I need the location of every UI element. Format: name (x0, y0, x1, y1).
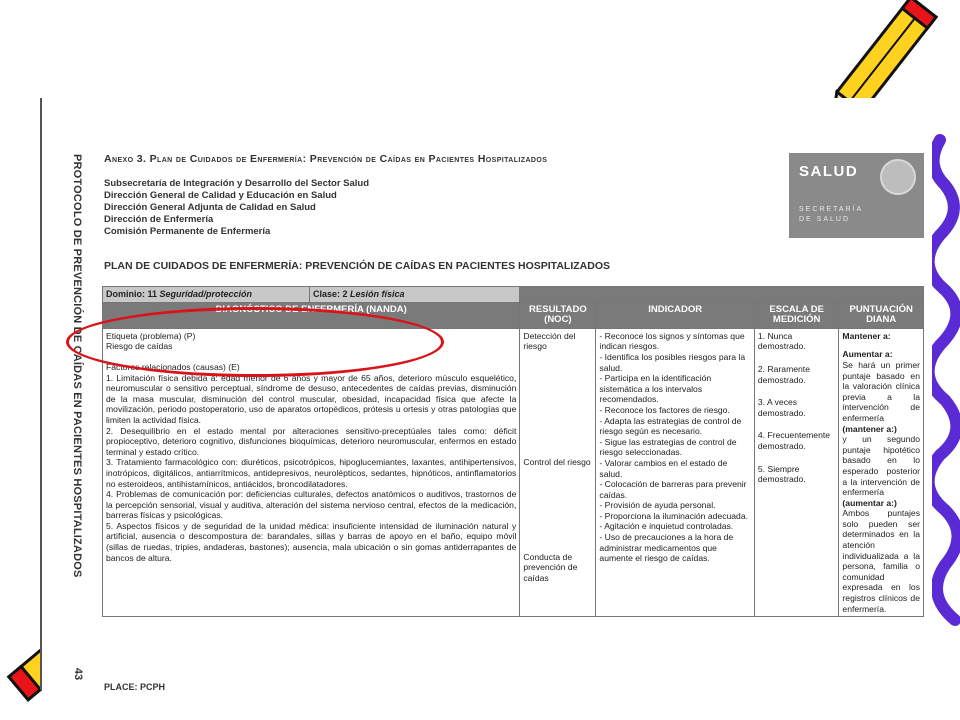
org-line: Dirección General Adjunta de Calidad en Salud (104, 202, 316, 213)
header-indicator: INDICADOR (596, 302, 754, 328)
logo-title: SALUD (799, 163, 859, 180)
org-line: Dirección General de Calidad y Educación en Salud (104, 190, 337, 201)
plan-title: PLAN DE CUIDADOS DE ENFERMERÍA: PREVENCIÓN DE CAÍDAS EN PACIENTES HOSPITALIZADOS (104, 260, 610, 272)
salud-logo (789, 153, 924, 238)
result-cell: Detección del riesgo Control del riesgo Conducta de prevención de caídas (520, 328, 596, 616)
seal-icon (880, 159, 916, 195)
side-title: PROTOCOLO DE PREVENCIÓN DE CAÍDAS EN PACIENTES HOSPITALIZADOS (71, 154, 83, 578)
page-number: 43 (72, 667, 85, 681)
org-line: Subsecretaría de Integración y Desarrollo del Sector Salud (104, 178, 370, 189)
scale-cell: 1. Nunca demostrado. 2. Raramente demostrado. 3. A veces demostrado. 4. Frecuentemente demostrado. 5. Siempre demostrado. (754, 328, 839, 616)
diagnosis-cell: Etiqueta (problema) (P) Riesgo de caídas Factores relacionados (causas) (E) 1. Limitación física debida a: edad menor de 6 años y mayor de 65 años, deterioro músculo esquelético, neuromuscular o sensitivo perceptual, síndrome de desuso, antecedentes de caídas previas, disminución de la masa muscular, disminución del control muscular, obesidad, incapacidad física que afecte la movilización, periodo postoperatorio, uso de aparatos ortopédicos, prótesis u ortesis y otras patologías que limiten la actividad física. 2. Desequilibrio en el estado mental por alteraciones sensitivo-preceptúales tales como: déficit propioceptivo, deterioro cognitivo, disfunciones bioquímicas, deterioro neuromuscular, enfermos en estado terminal y estado crítico. 3. Tratamiento farmacológico con: diuréticos, psicotrópicos, hipoglucemiantes, laxantes, antihipertensivos, inotrópicos, digitálicos, antiarrítmicos, antidepresivos, neurolépticos, sedantes, hipnóticos, antinflamatorios no esteroideos, antihistamínicos, antiácidos, broncodilatadores. 4. Problemas de comunicación por: deficiencias culturales, defectos anatómicos o auditivos, trastornos de la percepción sensorial, visual y auditiva, alteración del sistema nervioso central, efectos de la medicación, barreras físicas y psicológicas. 5. Aspectos físicos y de seguridad de la unidad médica: insuficiente intensidad de iluminación natural y artificial, ausencia o descompostura de: barandales, sillas y barras de apoyo en el baño, equipo móvil (sillas de ruedas, tripies, andaderas, bastones); ausencia, mala ubicación o sin gomas antiderrapantes de bancos de altura. (103, 328, 520, 616)
organization-block (104, 178, 369, 238)
header-scale: ESCALA DE MEDICIÓN (754, 302, 839, 328)
class-cell: Clase: 2 Lesión física (313, 289, 405, 299)
red-annotation-ellipse (66, 307, 444, 377)
score-cell: Mantener a: Aumentar a: Se hará un primer puntaje basado en la valoración clínica previa a la intervención de enfermería (mantener a:) y un segundo puntaje hipotético basado en lo esperado posterior a la intervención de enfermería (aumentar a:) Ambos puntajes solo pueden ser determinados en la atención individualizada a la persona, familia o comunidad expresada en los registros clínicos de enfermería. (839, 328, 924, 616)
org-line: Comisión Permanente de Enfermería (104, 226, 271, 237)
org-line: Dirección de Enfermería (104, 214, 214, 225)
header-result: RESULTADO (NOC) (520, 302, 596, 328)
indicator-cell: - Reconoce los signos y síntomas que indican riesgos. - Identifica los posibles riesgos para la salud. - Participa en la identificación sistemática a los intervalos recomendados. - Reconoce los factores de riesgo. - Adapta las estrategias de control de riesgo según es necesario. - Sigue las estrategias de control de riesgo seleccionadas. - Valorar cambios en el estado de salud. - Colocación de barreras para prevenir caídas. - Provisión de ayuda personal. - Proporciona la iluminación adecuada. - Agitación e inquietud controladas. - Uso de precauciones a la hora de administrar medicamentos que aumente el riesgo de caídas. (596, 328, 754, 616)
logo-subtitle: SECRETARÍA DE SALUD (799, 206, 864, 223)
header-score: PUNTUACIÓN DIANA (839, 302, 924, 328)
footer-label: PLACE: PCPH (104, 682, 166, 690)
domain-cell: Dominio: 11 Seguridad/protección (103, 287, 310, 302)
document-image (40, 98, 932, 690)
domain-row (103, 287, 924, 303)
header-diagnosis: DIAGNÓSTICO DE ENFERMERÍA (NANDA) (103, 302, 520, 328)
annex-title: Anexo 3. Plan de Cuidados de Enfermería: Prevención de Caídas en Pacientes Hospitalizados (104, 153, 548, 165)
